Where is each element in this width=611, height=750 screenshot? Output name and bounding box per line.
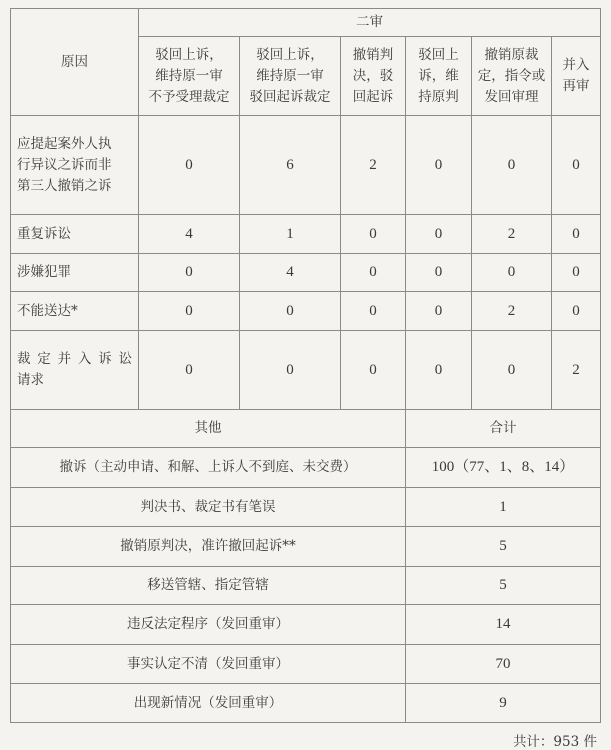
cell-value: 0 [406,331,472,410]
other-header: 其他 [11,410,406,448]
cell-value: 0 [139,254,240,292]
table-row [11,645,601,684]
other-item-total: 100（77、1、8、14） [406,448,601,488]
cell-value: 0 [406,254,472,292]
table-row [11,488,601,527]
cell-value: 0 [472,331,552,410]
other-item-label: 出现新情况（发回重审） [11,684,406,723]
header-col-5: 撤销原裁 定，指令或 发回审理 [472,37,552,116]
cell-value: 0 [139,331,240,410]
table-row [11,116,601,215]
cell-value: 0 [406,116,472,215]
table-row [11,527,601,567]
cell-value: 0 [552,116,601,215]
other-item-total: 5 [406,527,601,567]
other-item-label: 移送管辖、指定管辖 [11,567,406,605]
table-row [11,292,601,331]
cell-value: 0 [139,292,240,331]
table-row [11,684,601,723]
other-item-total: 14 [406,605,601,645]
cell-value: 0 [552,215,601,254]
header-col-1: 驳回上诉， 维持原一审 不予受理裁定 [139,37,240,116]
row-reason: 涉嫌犯罪 [11,254,139,292]
cell-value: 0 [240,331,341,410]
table-row [11,605,601,645]
row-reason: 应提起案外人执 行异议之诉而非 第三人撤销之诉 [11,116,139,215]
cell-value: 0 [552,254,601,292]
cell-value: 2 [472,215,552,254]
row-reason: 裁定并入诉讼 请求 [11,331,139,410]
other-item-total: 5 [406,567,601,605]
table-row [11,215,601,254]
cell-value: 0 [240,292,341,331]
cell-value: 0 [472,116,552,215]
table-row [11,331,601,410]
table-row [11,567,601,605]
cell-value: 4 [139,215,240,254]
statistics-table [10,8,601,723]
row-reason: 不能送达* [11,292,139,331]
other-item-total: 9 [406,684,601,723]
table-row [11,448,601,488]
header-col-6: 并入 再审 [552,37,601,116]
total-header: 合计 [406,410,601,448]
cell-value: 0 [552,292,601,331]
other-item-label: 判决书、裁定书有笔误 [11,488,406,527]
cell-value: 0 [341,331,406,410]
other-item-label: 撤销原判决，准许撤回起诉** [11,527,406,567]
cell-value: 0 [341,215,406,254]
cell-value: 2 [552,331,601,410]
cell-value: 1 [240,215,341,254]
cell-value: 4 [240,254,341,292]
table-row [11,254,601,292]
cell-value: 0 [472,254,552,292]
header-col-3: 撤销判 决，驳 回起诉 [341,37,406,116]
header-col-2: 驳回上诉， 维持原一审 驳回起诉裁定 [240,37,341,116]
header-col-4: 驳回上 诉，维 持原判 [406,37,472,116]
other-item-total: 70 [406,645,601,684]
grand-total: 共计：953 件 [512,734,597,750]
header-second-instance: 二审 [139,9,601,37]
header-reason: 原因 [11,9,139,116]
cell-value: 0 [406,215,472,254]
cell-value: 0 [139,116,240,215]
cell-value: 2 [341,116,406,215]
other-item-label: 违反法定程序（发回重审） [11,605,406,645]
row-reason: 重复诉讼 [11,215,139,254]
cell-value: 0 [341,292,406,331]
other-item-total: 1 [406,488,601,527]
cell-value: 2 [472,292,552,331]
other-item-label: 撤诉（主动申请、和解、上诉人不到庭、未交费） [11,448,406,488]
cell-value: 0 [341,254,406,292]
cell-value: 6 [240,116,341,215]
other-item-label: 事实认定不清（发回重审） [11,645,406,684]
cell-value: 0 [406,292,472,331]
